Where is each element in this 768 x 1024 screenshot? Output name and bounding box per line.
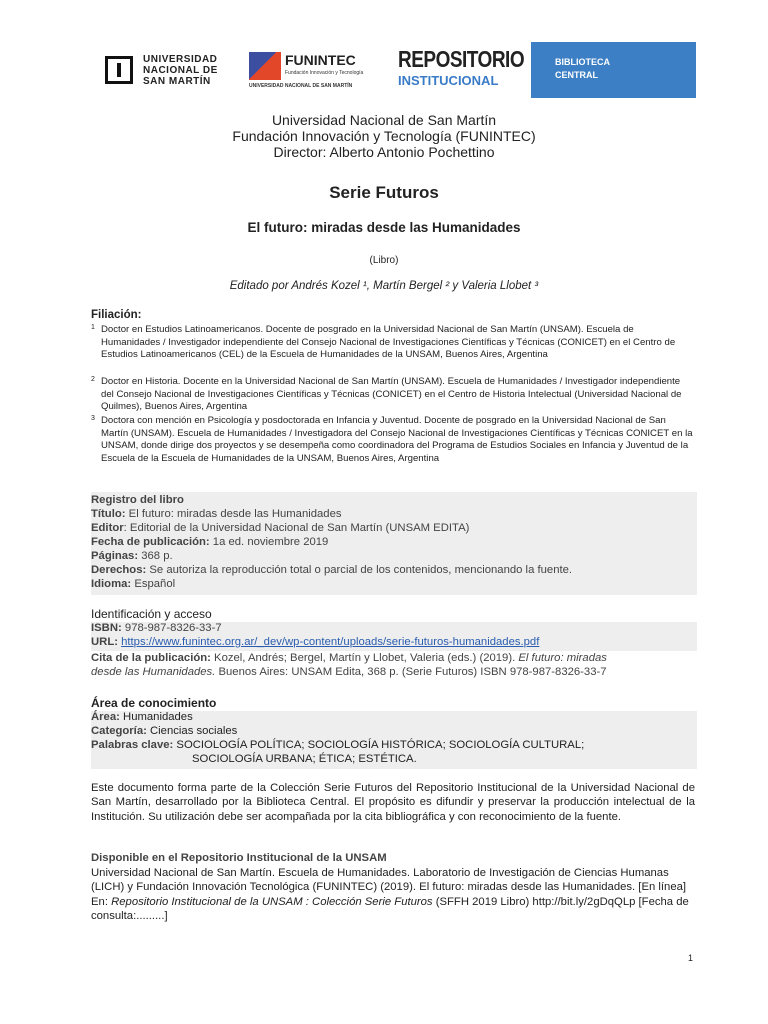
cita-publisher: Buenos Aires: UNSAM Edita, 368 p. (Serie Futuros) ISBN 978-987-8326-33-7 <box>218 666 607 678</box>
cita-authors: Kozel, Andrés; Bergel, Martín y Llobet, Valeria (eds.) (2019). <box>214 652 516 664</box>
bib-line1: BIBLIOTECA <box>555 57 610 67</box>
unsam-logo-line: SAN MARTÍN <box>143 75 211 87</box>
idioma-label: Idioma: <box>91 578 132 590</box>
unsam-logo-line: UNIVERSIDAD <box>143 53 218 65</box>
bib-line2: CENTRAL <box>555 70 598 80</box>
disponible-paragraph <box>91 866 695 923</box>
fecha-label: Fecha de publicación: <box>91 536 210 548</box>
page-number: 1 <box>688 953 694 963</box>
institution-header <box>0 112 768 160</box>
repo-line2: INSTITUCIONAL <box>398 73 499 88</box>
disponible-heading <box>91 852 387 864</box>
isbn-row <box>91 622 222 634</box>
palabras-value-2: SOCIOLOGÍA URBANA; ÉTICA; ESTÉTICA. <box>192 753 417 765</box>
idioma-value: Español <box>134 578 176 590</box>
funintec-title: FUNINTEC <box>285 52 356 68</box>
area-row <box>91 711 193 723</box>
identificacion-heading: Identificación y acceso <box>91 607 212 621</box>
editor-value: : Editorial de la Universidad Nacional de San Martín (UNSAM EDITA) <box>123 522 470 534</box>
area-heading: Área de conocimiento <box>91 696 217 710</box>
derechos-row <box>91 564 572 576</box>
fecha-row <box>91 536 328 548</box>
unsam-logo-line: NACIONAL DE <box>143 64 218 76</box>
affiliation-item <box>91 415 695 465</box>
disponible-text-b: Repositorio Institucional de la UNSAM : Colección Serie Futuros <box>111 895 433 908</box>
paginas-value: 368 p. <box>141 550 173 562</box>
filiacion-heading: Filiación: <box>91 309 142 321</box>
funintec-subtitle: Fundación Innovación y Tecnología <box>285 70 364 76</box>
cita-title-cont: desde las Humanidades. <box>91 666 216 678</box>
affiliation-number: 3 <box>91 415 95 422</box>
book-icon <box>105 56 133 84</box>
registro-heading-text: Registro del libro <box>91 494 184 506</box>
funintec-logo <box>249 50 379 90</box>
header-line1: Universidad Nacional de San Martín <box>271 112 497 128</box>
affiliation-text: Doctor en Estudios Latinoamericanos. Docente de posgrado en la Universidad Nacional de San Martín (UNSAM). Escuela de Humanidades / Investigador independiente del Consejo Nacional de Investigaciones Científicas y Técnicas (CONICET) en el Centro de Estudios Latinoamericanos (CEL) de la Escuela de Humanidades de la UNSAM, Buenos Aires, Argentina <box>101 324 676 361</box>
palabras-row <box>91 739 584 751</box>
disponible-text-a: Universidad Nacional de San Martín. Escuela de Humanidades. Laboratorio de Investigación de Ciencias Humanas (LICH) y Fundación Innovación Tecnológica (FUNINTEC) (2019). El futuro: miradas desde las Humanidades. [En línea] En: <box>91 867 687 908</box>
idioma-row <box>91 578 175 590</box>
repo-line1: REPOSITORIO <box>398 48 525 74</box>
affiliation-text: Doctora con mención en Psicología y posdoctorada en Infancia y Juventud. Docente de posgrado en la Universidad Nacional de San Martín (UNSAM). Escuela de Humanidades / Investigadora del Consejo Nacional de Investigaciones Científicas y Técnicas CONICET en la UNSAM, donde dirige dos proyectos y se desempeña como coordinadora del Programa de Estudios Sociales en Infancia y Juventud de la Escuela de la Escuela de Humanidades de la UNSAM, Buenos Aires, Argentina <box>101 415 693 464</box>
series-title: Serie Futuros <box>329 183 439 202</box>
derechos-value: Se autoriza la reproducción total o parcial de los contenidos, mencionando la fuente. <box>149 564 573 576</box>
palabras-value: SOCIOLOGÍA POLÍTICA; SOCIOLOGÍA HISTÓRICA; SOCIOLOGÍA CULTURAL; <box>176 739 585 751</box>
disponible-text-c: (SFFH 2019 Libro) http://bit.ly/2gDqQLp [Fecha de consulta:.........] <box>91 895 689 922</box>
isbn-value: 978-987-8326-33-7 <box>124 622 222 634</box>
url-link[interactable]: https://www.funintec.org.ar/_dev/wp-content/uploads/serie-futuros-humanidades.pdf <box>121 636 540 648</box>
funintec-flag-icon <box>249 52 281 80</box>
funintec-subtitle-2: UNIVERSIDAD NACIONAL DE SAN MARTÍN <box>249 83 353 89</box>
editor-label: Editor <box>91 522 124 534</box>
logo-banner <box>91 42 696 98</box>
header-line3: Director: Alberto Antonio Pochettino <box>273 144 495 160</box>
palabras-label: Palabras clave: <box>91 739 174 751</box>
editor-row <box>91 522 469 534</box>
derechos-label: Derechos: <box>91 564 147 576</box>
affiliation-number: 2 <box>91 376 95 383</box>
cita-label: Cita de la publicación: <box>91 652 211 664</box>
cita-row-2 <box>91 666 607 678</box>
repositorio-logo <box>398 48 525 92</box>
titulo-value: El futuro: miradas desde las Humanidades <box>128 508 342 520</box>
categoria-row <box>91 725 237 737</box>
affiliation-text: Doctor en Historia. Docente en la Universidad Nacional de San Martín (UNSAM). Escuela de Humanidades / Investigador independiente del Consejo Nacional de Investigaciones Científicas y Técnicas (CONICET) en el Centro de Historia Intelectual (Universidad Nacional de Quilmes), Buenos Aires, Argentina <box>101 376 682 413</box>
categoria-label: Categoría: <box>91 725 147 737</box>
disponible-heading-text: Disponible en el Repositorio Institucional de la UNSAM <box>91 852 387 864</box>
palabras-row-2 <box>192 753 417 765</box>
url-label: URL: <box>91 636 118 648</box>
fecha-value: 1a ed. noviembre 2019 <box>212 536 329 548</box>
biblioteca-logo <box>531 42 696 98</box>
cita-title: El futuro: miradas <box>518 652 607 664</box>
affiliation-number: 1 <box>91 324 95 331</box>
documento-paragraph: Este documento forma parte de la Colección Serie Futuros del Repositorio Institucional de la Universidad Nacional de San Martín, desarrollado por la Biblioteca Central. El propósito es difundir y preservar la producción intelectual de la Institución. Su utilización debe ser acompañada por la cita bibliográfica y con reconocimiento de la fuente. <box>91 782 695 823</box>
header-line2: Fundación Innovación y Tecnología (FUNINTEC) <box>232 128 536 144</box>
affiliation-item <box>91 324 695 362</box>
unsam-logo <box>105 50 218 90</box>
paginas-row <box>91 550 173 562</box>
titulo-label: Título: <box>91 508 126 520</box>
cita-row <box>91 652 607 664</box>
registro-heading <box>91 494 184 506</box>
book-type: (Libro) <box>369 255 399 266</box>
area-value: Humanidades <box>123 711 193 723</box>
book-title: El futuro: miradas desde las Humanidades <box>247 220 521 235</box>
categoria-value: Ciencias sociales <box>150 725 238 737</box>
paginas-label: Páginas: <box>91 550 139 562</box>
url-row <box>91 636 539 648</box>
editors: Editado por Andrés Kozel ¹, Martín Bergel ² y Valeria Llobet ³ <box>229 280 539 292</box>
titulo-row <box>91 508 342 520</box>
isbn-label: ISBN: <box>91 622 122 634</box>
area-label: Área: <box>91 711 120 723</box>
affiliation-item <box>91 376 695 414</box>
